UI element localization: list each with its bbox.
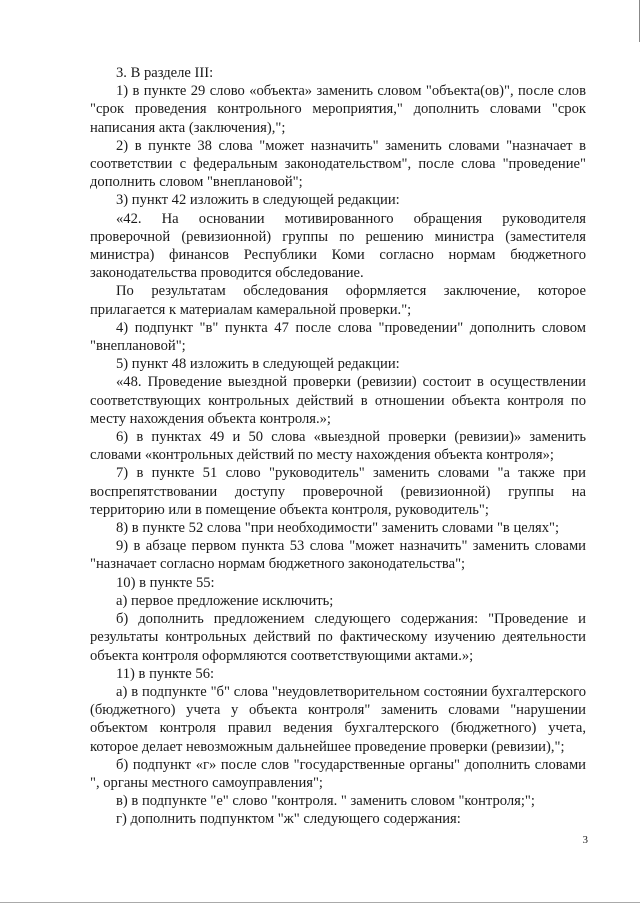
paragraph: г) дополнить подпунктом "ж" следующего содержания: <box>116 811 461 828</box>
paragraph: «42. На основании мотивированного обращения руководителя проверочной (ревизионной) группы по решению министра (заместителя министра) финансов Республики Коми согласно нормам бюджетного законодательства проводится обследование. <box>90 210 586 282</box>
scan-edge-line <box>0 902 640 903</box>
paragraph: «48. Проведение выездной проверки (ревизии) состоит в осуществлении соответствующих контрольных действий в отношении объекта контроля по месту нахождения объекта контроля.»; <box>90 374 586 427</box>
paragraph: 2) в пункте 38 слова "может назначить" заменить словами "назначает в соответствии с федеральным законодательством", после слова "проведение" дополнить словом "внеплановой"; <box>90 137 586 191</box>
paragraph: 1) в пункте 29 слово «объекта» заменить словом "объекта(ов)", после слов "срок проведения контрольного мероприятия," дополнить словами "срок написания акта (заключения),"; <box>90 83 586 136</box>
paragraph: 8) в пункте 52 слова "при необходимости" заменить словами "в целях"; <box>116 520 560 537</box>
document-body <box>90 64 586 829</box>
page-number: 3 <box>582 834 588 846</box>
paragraph: 5) пункт 48 изложить в следующей редакции: <box>116 356 400 373</box>
paragraph: б) подпункт «г» после слов "государственные органы" дополнить словами ", органы местного самоуправления"; <box>90 756 586 791</box>
paragraph: 3) пункт 42 изложить в следующей редакции: <box>116 192 400 209</box>
paragraph: 4) подпункт "в" пункта 47 после слова "проведении" дополнить словом "внеплановой"; <box>90 319 586 355</box>
paragraph: 3. В разделе III: <box>116 65 214 81</box>
paragraph: в) в подпункте "е" слово "контроля. " заменить словом "контроля;"; <box>116 793 535 810</box>
paragraph: 10) в пункте 55: <box>116 574 215 591</box>
paragraph: а) первое предложение исключить; <box>116 592 334 609</box>
paragraph: 11) в пункте 56: <box>116 665 215 682</box>
paragraph: По результатам обследования оформляется заключение, которое прилагается к материалам камеральной проверки."; <box>90 283 586 318</box>
paragraph: 7) в пункте 51 слово "руководитель" заменить словами "а также при воспрепятствовании доступу проверочной (ревизионной) группы на территорию или в помещение объекта контроля, руководитель"; <box>90 465 586 518</box>
paragraph: а) в подпункте "б" слова "неудовлетворительном состоянии бухгалтерского (бюджетного) учета у объекта контроля" заменить словами "нарушении объектом контроля правил ведения бухгалтерского (бюджетного) учета, которое делает невозможным дальнейшее проведение проверки (ревизии),"; <box>90 683 586 755</box>
paragraph: 9) в абзаце первом пункта 53 слова "может назначить" заменить словами "назначает согласно нормам бюджетного законодательства"; <box>90 538 586 573</box>
paragraph: б) дополнить предложением следующего содержания: "Проведение и результаты контрольных действий по фактическому изучению деятельности объекта контроля оформляются соответствующими актами.»; <box>90 611 586 664</box>
paragraph: 6) в пунктах 49 и 50 слова «выездной проверки (ревизии)» заменить словами «контрольных действий по месту нахождения объекта контроля»; <box>90 429 586 464</box>
